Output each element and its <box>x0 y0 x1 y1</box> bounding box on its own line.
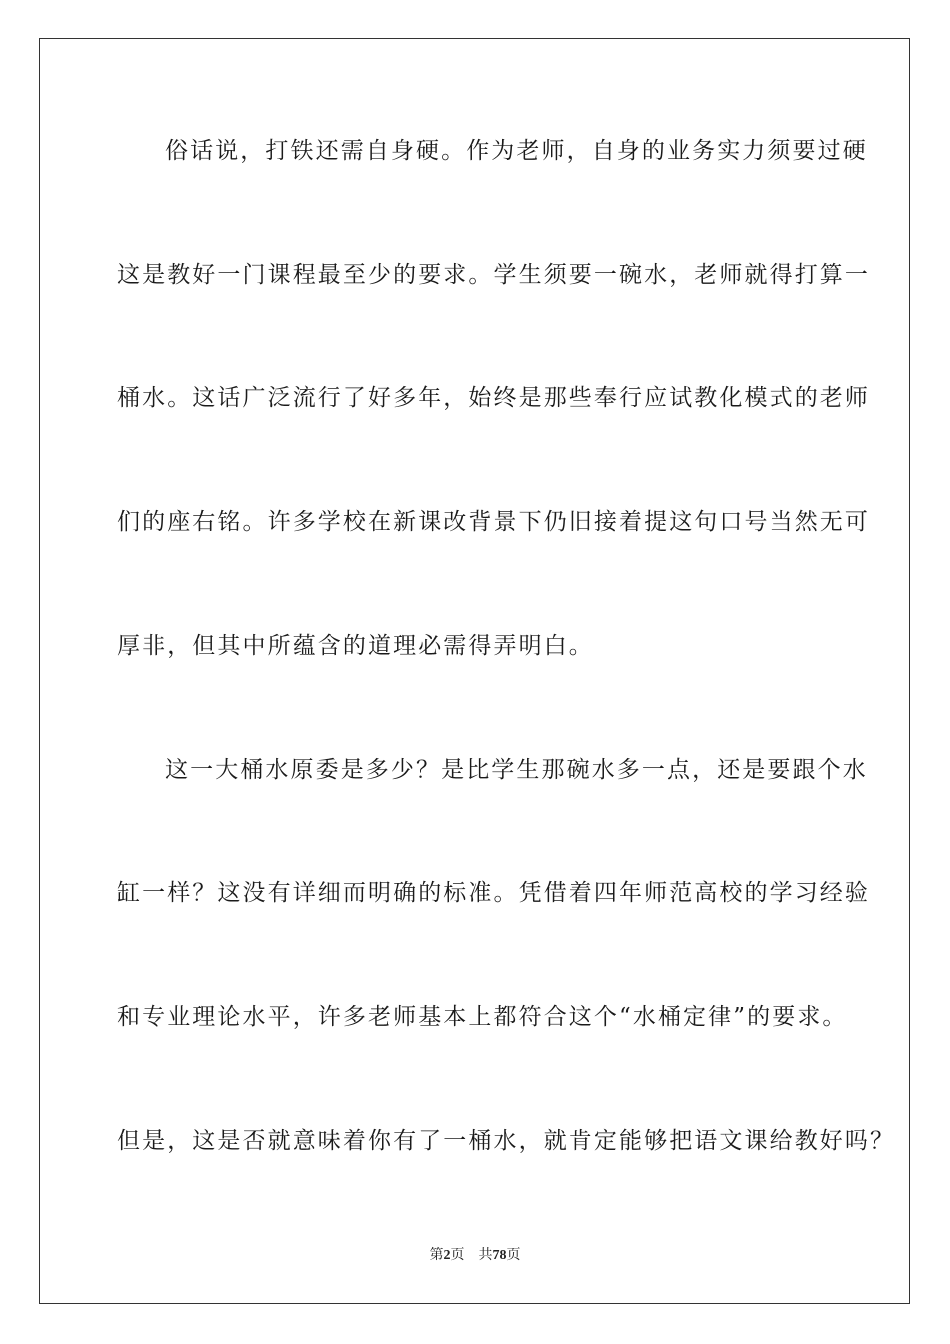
page-number: 2 <box>443 1248 451 1263</box>
paragraph-1-line-1: 俗话说，打铁还需自身硬。作为老师，自身的业务实力须要过硬 <box>165 138 868 164</box>
paragraph-2-line-1: 这一大桶水原委是多少？是比学生那碗水多一点，还是要跟个水 <box>165 757 868 783</box>
paragraph-1-line-5: 厚非，但其中所蕴含的道理必需得弄明白。 <box>117 633 594 659</box>
page-footer <box>0 1247 950 1265</box>
total-suffix: 页 <box>506 1248 521 1263</box>
paragraph-1-line-4: 们的座右铭。许多学校在新课改背景下仍旧接着提这句口号当然无可 <box>117 509 870 535</box>
page-frame <box>39 38 910 1304</box>
paragraph-1-line-3: 桶水。这话广泛流行了好多年，始终是那些奉行应试教化模式的老师 <box>117 385 870 411</box>
paragraph-2-line-2: 缸一样？这没有详细而明确的标准。凭借着四年师范高校的学习经验 <box>117 880 870 906</box>
page-prefix: 第 <box>429 1248 444 1263</box>
paragraph-2-line-3: 和专业理论水平，许多老师基本上都符合这个“水桶定律”的要求。 <box>117 1004 848 1030</box>
total-pages: 78 <box>492 1248 507 1263</box>
paragraph-2-line-4: 但是，这是否就意味着你有了一桶水，就肯定能够把语文课给教好吗？ <box>117 1128 896 1154</box>
paragraph-1-line-2: 这是教好一门课程最至少的要求。学生须要一碗水，老师就得打算一 <box>117 262 870 288</box>
page-suffix: 页 <box>450 1248 465 1263</box>
total-prefix: 共 <box>478 1248 493 1263</box>
